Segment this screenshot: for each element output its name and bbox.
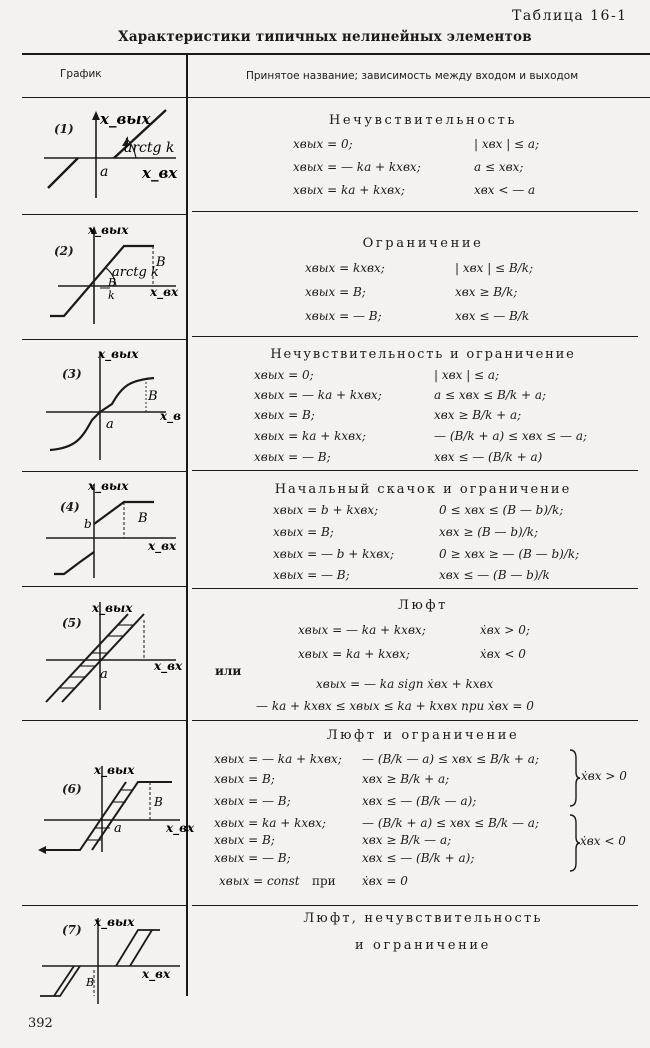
row3-label: (3) — [62, 367, 82, 381]
row6-f5a: xвых = B; — [214, 833, 275, 847]
row7-B-label: B — [86, 976, 95, 989]
row7-y-label: x_вых — [94, 915, 135, 929]
row2-B-label: B — [156, 255, 166, 270]
row-rule-6r — [192, 905, 638, 906]
table-number: Таблица 16-1 — [512, 8, 628, 24]
row6-name: Люфт и ограничение — [326, 728, 520, 743]
row2-B-frac: B — [108, 276, 117, 289]
row7-x-label: x_вх — [142, 967, 171, 981]
row1-graph — [36, 108, 186, 208]
row4-f3a: xвых = — b + kxвх; — [273, 547, 394, 561]
row2-f1b: | xвх | ≤ B/k; — [455, 261, 534, 275]
row6-f3b: xвх ≤ — (B/k — a); — [362, 794, 477, 808]
row7-label: (7) — [62, 923, 82, 937]
row5-graph — [36, 598, 186, 718]
row-rule-1r — [192, 211, 638, 212]
row6-f1b: — (B/k — a) ≤ xвх ≤ B/k + a; — [362, 752, 539, 766]
row4-y-label: x_вых — [88, 479, 129, 493]
row-rule-3 — [22, 471, 188, 472]
row-rule-1 — [22, 214, 188, 215]
row4-f2a: xвых = B; — [273, 525, 334, 539]
row1-f1a: xвых = 0; — [293, 137, 353, 151]
row6-last-b: при — [312, 874, 336, 888]
table-title: Характеристики типичных нелинейных элементов — [118, 29, 532, 45]
row6-last-a: xвых = const — [219, 874, 300, 888]
row2-x-label: x_вх — [150, 285, 179, 299]
row-rule-5 — [22, 720, 188, 721]
row6-f2a: xвых = B; — [214, 772, 275, 786]
row5-line-left — [46, 614, 128, 702]
row5-f1b: ẋвх > 0; — [480, 623, 530, 637]
col-header-graph: График — [60, 68, 102, 80]
row3-x-label: x_в — [160, 409, 182, 423]
row1-a-label: a — [100, 164, 109, 180]
row4-f4b: xвх ≤ — (B — b)/k — [439, 568, 550, 582]
row4-f3b: 0 ≥ xвх ≥ — (B — b)/k; — [439, 547, 580, 561]
row4-label: (4) — [60, 500, 80, 514]
row-rule-3r — [192, 470, 638, 471]
row6-brace-bottom — [568, 813, 580, 873]
row1-label: (1) — [54, 122, 74, 136]
row7-upper2 — [130, 930, 152, 966]
row4-f4a: xвых = — B; — [273, 568, 350, 582]
row3-name: Нечувствительность и ограничение — [270, 347, 576, 362]
row-rule-5r — [192, 720, 638, 721]
row4-b-label: b — [84, 517, 92, 531]
row1-f3b: xвх < — a — [474, 183, 536, 197]
row7-upper — [116, 930, 160, 966]
row1-f2a: xвых = — ka + kxвх; — [293, 160, 421, 174]
row7-graph — [30, 914, 190, 1009]
row4-f1a: xвых = b + kxвх; — [273, 503, 379, 517]
row4-name: Начальный скачок и ограничение — [274, 482, 572, 497]
row4-curve-neg — [54, 552, 94, 574]
row6-last-c: ẋвх = 0 — [362, 874, 408, 888]
row3-f5a: xвых = — B; — [254, 450, 331, 464]
row4-f2b: xвх ≥ (B — b)/k; — [439, 525, 539, 539]
row2-y-label: x_вых — [88, 223, 129, 237]
row3-f2a: xвых = — ka + kxвх; — [254, 388, 382, 402]
row1-f3a: xвых = ka + kxвх; — [293, 183, 405, 197]
row-rule-4r — [192, 588, 638, 589]
row3-f2b: a ≤ xвх ≤ B/k + a; — [434, 388, 547, 402]
row1-x-label: x_вх — [142, 164, 178, 182]
row4-x-label: x_вх — [148, 539, 177, 553]
row5-extra2: — ka + kxвх ≤ xвых ≤ ka + kxвх при ẋвх = 0 — [256, 699, 534, 713]
row5-a-label: a — [100, 667, 108, 682]
row3-f1a: xвых = 0; — [254, 368, 314, 382]
row6-a-label: a — [114, 821, 122, 836]
row-rule-2r — [192, 336, 638, 337]
row5-label: (5) — [62, 616, 82, 630]
row2-label: (2) — [54, 244, 74, 258]
row2-f2b: xвх ≥ B/k; — [455, 285, 518, 299]
row5-f2a: xвых = ka + kxвх; — [298, 647, 410, 661]
row1-y-label: x_вых — [100, 110, 151, 128]
col-header-desc: Принятое название; зависимость между входом и выходом — [246, 70, 579, 82]
row2-f3b: xвх ≤ — B/k — [455, 309, 530, 323]
row3-f3b: xвх ≥ B/k + a; — [434, 408, 522, 422]
row5-x-label: x_вх — [154, 659, 183, 673]
row6-f4b: — (B/k + a) ≤ xвх ≤ B/k — a; — [362, 816, 539, 830]
row2-graph — [36, 224, 186, 334]
row6-f5b: xвх ≥ B/k — a; — [362, 833, 452, 847]
row5-extra1: xвых = — ka sign ẋвх + kxвх — [316, 677, 494, 691]
row4-B-label: B — [138, 511, 148, 526]
row1-slope-label: arctg k — [124, 140, 175, 156]
top-rule — [22, 53, 650, 55]
row4-f1b: 0 ≤ xвх ≤ (B — b)/k; — [439, 503, 564, 517]
row4-graph — [36, 478, 186, 588]
row6-brace-top — [568, 748, 580, 808]
row-rule-2 — [22, 339, 188, 340]
row1-curve-left — [48, 158, 78, 188]
row6-x-label: x_вх — [166, 821, 195, 835]
row6-f2b: xвх ≥ B/k + a; — [362, 772, 450, 786]
row6-f6b: xвх ≤ — (B/k + a); — [362, 851, 475, 865]
row-rule-6 — [22, 905, 188, 906]
row6-f6a: xвых = — B; — [214, 851, 291, 865]
row3-f1b: | xвх | ≤ a; — [434, 368, 500, 382]
row5-f2b: ẋвх < 0 — [480, 647, 526, 661]
header-rule — [22, 97, 650, 98]
row3-a-label: a — [106, 417, 114, 432]
row2-slope-label: arctg k — [112, 265, 159, 280]
row7-name: Люфт, нечувствительность — [303, 911, 543, 926]
row6-f1a: xвых = — ka + kxвх; — [214, 752, 342, 766]
row5-f1a: xвых = — ka + kxвх; — [298, 623, 426, 637]
row2-f3a: xвых = — B; — [305, 309, 382, 323]
row1-y-arrow — [92, 111, 100, 120]
row6-cond-neg: ẋвх < 0 — [580, 834, 626, 848]
row6-loop-left — [42, 782, 126, 850]
row6-B-label: B — [154, 795, 163, 809]
row7-name2: и ограничение — [355, 938, 491, 953]
row5-y-label: x_вых — [92, 601, 133, 615]
row3-f4a: xвых = ka + kxвх; — [254, 429, 366, 443]
row7-lower — [40, 966, 80, 996]
row6-cond-pos: ẋвх > 0 — [581, 769, 627, 783]
row1-f1b: | xвх | ≤ a; — [474, 137, 540, 151]
row3-f5b: xвх ≤ — (B/k + a) — [434, 450, 543, 464]
row2-f2a: xвых = B; — [305, 285, 366, 299]
row1-f2b: a ≤ xвх; — [474, 160, 524, 174]
row6-graph — [30, 762, 195, 882]
row3-B-label: B — [148, 389, 158, 404]
row2-curve — [50, 246, 154, 316]
row6-f4a: xвых = ka + kxвх; — [214, 816, 326, 830]
row1-name: Нечувствительность — [328, 113, 518, 128]
row6-y-label: x_вых — [94, 763, 135, 777]
row3-curve — [50, 378, 154, 450]
row2-f1a: xвых = kxвх; — [305, 261, 385, 275]
row5-name: Люфт — [398, 598, 448, 613]
row5-hatch — [60, 625, 133, 688]
row3-f3a: xвых = B; — [254, 408, 315, 422]
row6-label: (6) — [62, 782, 82, 796]
row5-line-right — [62, 614, 144, 702]
row2-k-label: k — [108, 289, 115, 302]
row6-arrow-left — [38, 846, 46, 854]
row6-f3a: xвых = — B; — [214, 794, 291, 808]
row5-or: или — [215, 664, 242, 678]
row3-f4b: — (B/k + a) ≤ xвх ≤ — a; — [434, 429, 588, 443]
row3-graph — [36, 348, 186, 468]
row2-name: Ограничение — [362, 236, 484, 251]
row3-y-label: x_вых — [98, 347, 139, 361]
page-number: 392 — [28, 1016, 53, 1031]
